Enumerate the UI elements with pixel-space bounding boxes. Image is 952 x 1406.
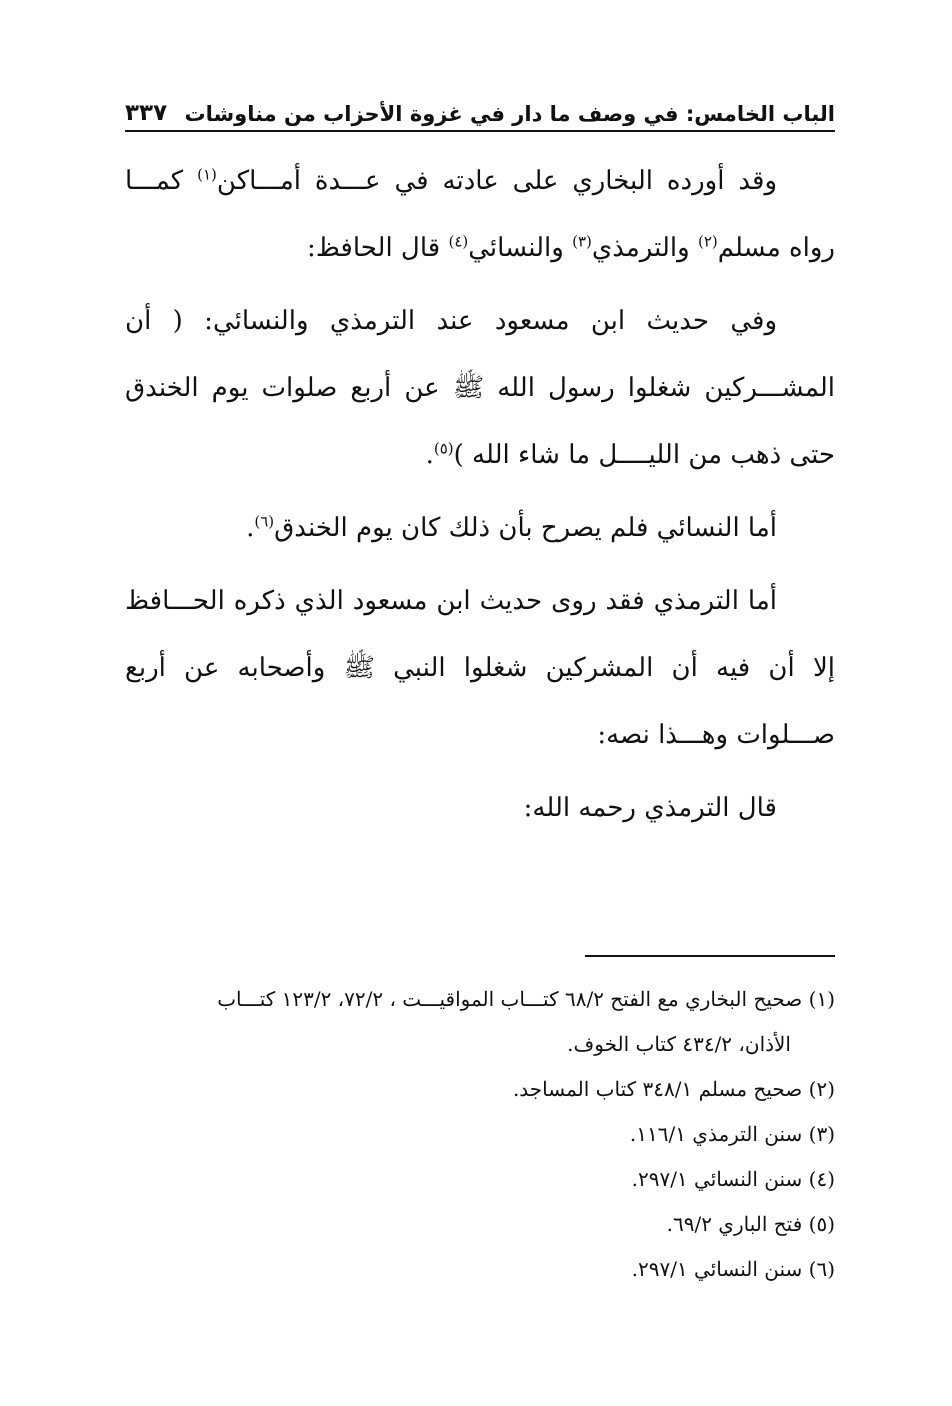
paragraph-1-text-b: كمـــا رواه مسلم — [125, 166, 835, 263]
footnote-1-line-2: الأذان، ٤٣٤/٢ كتاب الخوف. — [567, 1032, 791, 1056]
footnote-5: (٥) فتح الباري ٦٩/٢. — [666, 1212, 835, 1236]
paragraph-4: أما الترمذي فقد روى حديث ابن مسعود الذي ذكره الحـــافظ إلا أن فيه أن المشركين شغلوا النبي ﷺ وأصحابه عن أربع صـــلوات وهـــذا نصه: — [125, 586, 835, 750]
paragraph-1-text-e: قال الحافظ: — [306, 233, 449, 263]
footnote-separator — [585, 955, 835, 957]
footnote-ref-1: (١) — [197, 165, 217, 184]
paragraph-2-text-b: . — [425, 440, 434, 470]
paragraph-1-text-c: والترمذي — [591, 233, 698, 263]
footnote-1-line-1: (١) صحيح البخاري مع الفتح ٦٨/٢ كتـــاب المواقيـــت ، ٧٢/٢، ١٢٣/٢ كتـــاب — [217, 987, 835, 1011]
chapter-title: الباب الخامس: في وصف ما دار في غزوة الأحزاب من مناوشات — [184, 102, 835, 126]
footnote-1 — [125, 977, 835, 1067]
footnote-6: (٦) سنن النسائي ٢٩٧/١. — [631, 1257, 835, 1281]
paragraph-3 — [125, 495, 835, 562]
paragraph-2-text-a: وفي حديث ابن مسعود عند الترمذي والنسائي: ( أن المشـــركين شغلوا رسول الله ﷺ عن أربع صلوات يوم الخندق حتى ذهب من الليــــل ما شاء الله ) — [125, 306, 836, 470]
footnote-3: (٣) سنن الترمذي ١١٦/١. — [629, 1122, 835, 1146]
page-number: ٣٣٧ — [125, 100, 168, 126]
footnote-ref-5: (٥) — [433, 439, 454, 458]
paragraph-5: قال الترمذي رحمه الله: — [523, 793, 777, 823]
footnote-2: (٢) صحيح مسلم ٣٤٨/١ كتاب المساجد. — [512, 1077, 835, 1101]
footnote-4: (٤) سنن النسائي ٢٩٧/١. — [631, 1167, 835, 1191]
footnote-ref-3: (٣) — [572, 232, 592, 251]
footnote-list — [125, 977, 835, 1292]
footnote-ref-4: (٤) — [448, 232, 469, 251]
footnote-ref-6: (٦) — [254, 512, 275, 531]
paragraph-1-text-a: وقد أورده البخاري على عادته في عـــدة أمـــاكن — [216, 166, 777, 196]
paragraph-2 — [125, 288, 835, 489]
footnote-ref-2: (٢) — [697, 232, 718, 251]
running-header — [125, 98, 835, 132]
main-text — [125, 148, 835, 842]
paragraph-3-text-a: أما النسائي فلم يصرح بأن ذلك كان يوم الخندق — [274, 513, 777, 543]
paragraph-1 — [125, 148, 835, 282]
paragraph-1-text-d: والنسائي — [468, 233, 573, 263]
paragraph-3-text-b: . — [246, 513, 255, 543]
